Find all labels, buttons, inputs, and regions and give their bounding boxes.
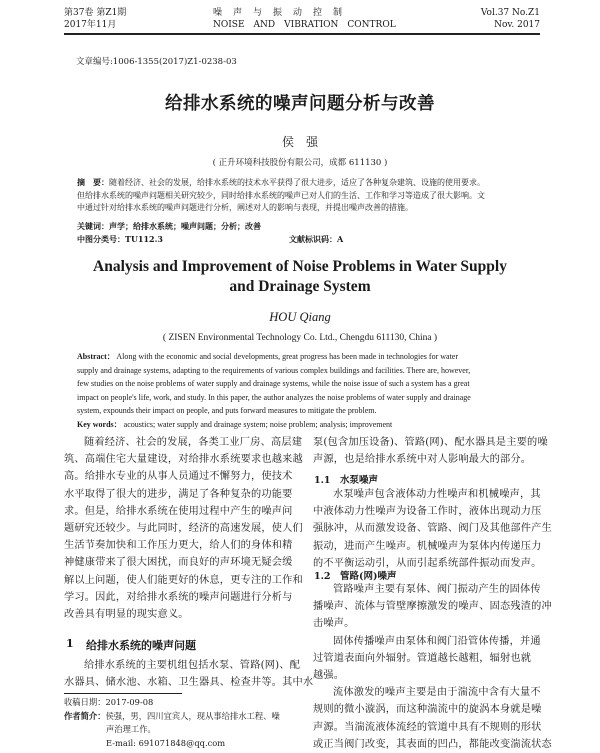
footnote-rule bbox=[64, 693, 182, 694]
affiliation-cn: ( 正升环境科技股份有限公司，成都 611130 ) bbox=[212, 158, 388, 168]
document-code: 文献标识码：A bbox=[289, 234, 344, 244]
section-1-number: 1 bbox=[66, 637, 74, 650]
right-line: 过管道表面向外辐射。管道越长越粗，辐射也就 bbox=[313, 652, 532, 664]
journal-volume-en: Vol.37 No.Z1 bbox=[480, 8, 540, 18]
right-line: 规则的微小漩涡，而这种湍流中的旋涡本身就是噪 bbox=[313, 704, 542, 716]
intro-line: 学习。因此，对给排水系统的噪声问题进行分析与 bbox=[64, 591, 293, 603]
title-cn: 给排水系统的噪声问题分析与改善 bbox=[165, 94, 435, 114]
intro-line: 筑、高端住宅大量建设，对给排水系统要求也越来越 bbox=[64, 454, 303, 466]
section-1-line: 给排水系统的主要机组包括水泵、管路(网)、配 bbox=[84, 660, 301, 671]
right-line: 声源，也是给排水系统中对人影响最大的部分。 bbox=[313, 454, 532, 466]
right-line: 水泵噪声包含液体动力性噪声和机械噪声，其 bbox=[333, 489, 541, 500]
right-line: 的不平衡运动引，从而引起系统部件振动而发声。 bbox=[313, 557, 542, 569]
abstract-en-line: system, expounds their impact on people, and puts forward measures to mitigate the problem. bbox=[77, 406, 377, 416]
journal-title-en: NOISE AND VIBRATION CONTROL bbox=[213, 20, 396, 30]
received-date: 收稿日期：2017-09-08 bbox=[64, 697, 154, 707]
abstract-cn-line: 随着经济、社会的发展，给排水系统的技术水平获得了很大进步，适应了各种复杂建筑、设施的使用要求。 bbox=[109, 178, 485, 187]
title-en-line1: Analysis and Improvement of Noise Problems in Water Supply bbox=[93, 258, 507, 275]
footnote bbox=[64, 696, 300, 750]
subsection-1-2-title: 1.2 管路(网)噪声 bbox=[314, 571, 397, 582]
title-en-line2: and Drainage System bbox=[229, 278, 371, 295]
intro-line: 生活节奏加快和工作压力更大，给人们的身体和精 bbox=[64, 540, 293, 552]
right-line: 击噪声。 bbox=[313, 618, 355, 630]
author-bio-label: 作者简介： bbox=[64, 710, 106, 721]
section-1-title: 给排水系统的噪声问题 bbox=[86, 639, 196, 652]
section-1-line: 水器具、储水池、水箱、卫生器具、检查井等。其中水 bbox=[64, 677, 314, 689]
right-line: 强脉冲，从而激发设备、管路、阀门及其他部件产生 bbox=[313, 523, 552, 535]
affiliation-en: ( ZISEN Environmental Technology Co. Ltd., Chengdu 611130, China ) bbox=[162, 333, 438, 343]
right-line: 播噪声、流体与管壁摩擦激发的噪声、固态残渣的冲 bbox=[313, 601, 552, 613]
right-line: 振动，进而产生噪声。机械噪声为泵体内传递压力 bbox=[313, 540, 542, 552]
abstract-cn bbox=[77, 176, 529, 215]
right-line: 泵(包含加压设备)、管路(网)、配水器具是主要的噪 bbox=[313, 437, 548, 448]
abstract-cn-line: 但给排水系统的噪声问题相关研究较少，同时给排水系统的噪声已对人们的生活、工作和学习等造成了很大影响。文 bbox=[77, 190, 485, 200]
intro-line: 水平取得了很大的进步，满足了各种复杂的功能要 bbox=[64, 488, 293, 500]
right-line: 越强。 bbox=[313, 670, 345, 682]
abstract-cn-label: 摘 要： bbox=[77, 177, 109, 187]
article-number: 文章编号:1006-1355(2017)Z1-0238-03 bbox=[76, 57, 237, 67]
author-bio: 侯强，男，四川宜宾人，现从事给排水工程、噪 bbox=[105, 710, 280, 721]
author-cn: 侯 强 bbox=[281, 135, 318, 149]
intro-line: 改善具有明显的现实意义。 bbox=[64, 609, 189, 621]
right-line: 声源。当湍流液体流经的管道中具有不规则的形状 bbox=[313, 721, 542, 733]
right-line: 或正当阀门改变，其表面的凹凸，都能改变湍流状态 bbox=[313, 738, 552, 750]
right-line: 中液体动力性噪声为设备工作时，液体出现动力压 bbox=[313, 506, 542, 518]
journal-date-en: Nov. 2017 bbox=[494, 20, 540, 30]
intro-line: 神健康带来了很大困扰，而良好的声环境无疑会缓 bbox=[64, 557, 293, 569]
right-line: 管路噪声主要有泵体、阀门振动产生的固体传 bbox=[333, 584, 541, 595]
author-bio-cont: 声治理工作。 bbox=[106, 724, 156, 734]
journal-volume: 第37卷 第Z1期 bbox=[64, 8, 127, 18]
abstract-en-line: supply and drainage systems, adapting to the requirements of various complex buildings and facilities. There are, however, bbox=[77, 365, 471, 375]
right-line: 固体传播噪声由泵体和阀门沿管体传播，并通 bbox=[333, 635, 541, 647]
intro-line: 高。给排水专业的从事人员通过不懈努力，使技术 bbox=[64, 471, 293, 483]
abstract-en-line: Along with the economic and social developments, great progress has been made in technologies for water bbox=[116, 352, 459, 361]
author-en: HOU Qiang bbox=[269, 310, 331, 324]
journal-title-cn: 噪 声 与 振 动 控 制 bbox=[213, 8, 344, 18]
abstract-en bbox=[77, 350, 529, 432]
clc-number: 中图分类号：TU112.3 bbox=[77, 234, 163, 244]
abstract-cn-line: 中通过针对给排水系统的噪声问题进行分析，阐述对人的影响与表现，并提出噪声改善的措施。 bbox=[77, 203, 413, 212]
keywords-cn: 关键词：声学；给排水系统；噪声问题；分析；改善 bbox=[77, 221, 261, 231]
header-rule bbox=[64, 33, 540, 35]
abstract-en-label: Abstract： bbox=[77, 352, 115, 361]
intro-line: 题研究还较少。与此同时，经济的高速发展，使人们 bbox=[64, 523, 303, 535]
section-1-body bbox=[64, 657, 314, 691]
keywords-en-label: Key words： bbox=[77, 419, 122, 429]
right-column-top bbox=[313, 434, 548, 468]
right-line: 流体激发的噪声主要是由于湍流中含有大量不 bbox=[333, 687, 541, 699]
journal-date: 2017年11月 bbox=[64, 20, 117, 30]
keywords-en: acoustics; water supply and drainage system; noise problem; analysis; improvement bbox=[123, 419, 393, 429]
left-column-intro bbox=[64, 434, 303, 623]
abstract-en-line: few studies on the noise problems of water supply and drainage systems, while the noise issue of such a system has a great bbox=[77, 379, 470, 389]
intro-line: 求。但是，给排水系统在使用过程中产生的噪声问 bbox=[64, 505, 293, 517]
intro-line: 解以上问题，使人们能更好的休息，更专注的工作和 bbox=[64, 574, 303, 586]
author-email: E-mail: 691071848@qq.com bbox=[106, 737, 226, 748]
subsection-1-1-title: 1.1 水泵噪声 bbox=[314, 475, 379, 486]
abstract-en-line: impact on people's life, work, and study. In this paper, the author analyzes the noise problems of water supply and drainage bbox=[77, 392, 471, 402]
subsection-1-2-body bbox=[313, 581, 552, 753]
subsection-1-1-body bbox=[313, 486, 552, 572]
intro-line: 随着经济、社会的发展，各类工业厂房、高层建 bbox=[84, 437, 303, 448]
